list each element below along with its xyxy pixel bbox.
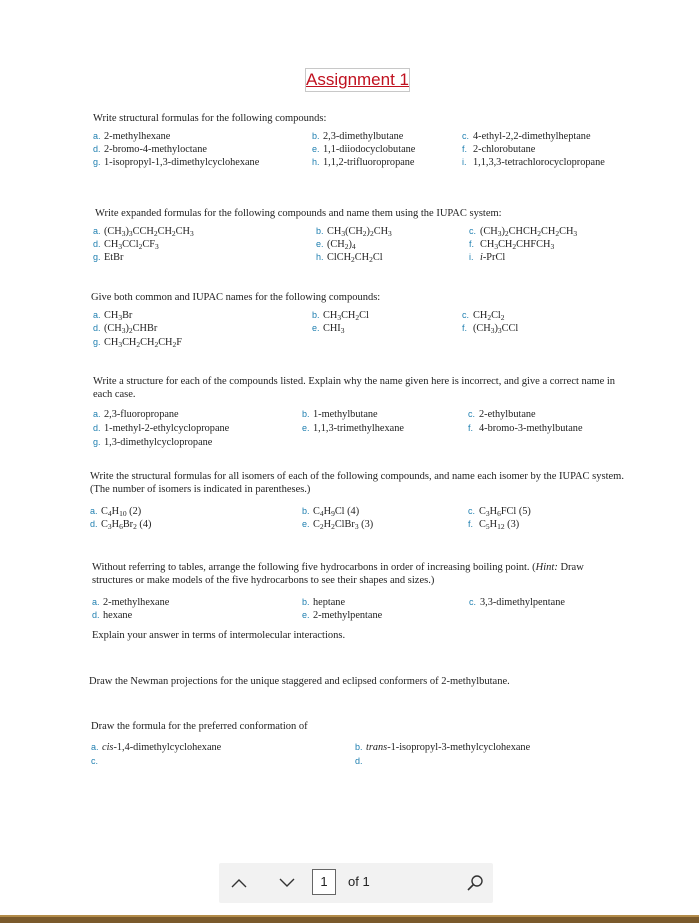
- item-letter: c.: [469, 597, 477, 607]
- item-letter: g.: [93, 437, 101, 447]
- list-item: [312, 156, 415, 169]
- item-letter: b.: [302, 409, 310, 419]
- list-item: [91, 755, 102, 768]
- item-text: $CH_3CH_2Cl$: [323, 310, 369, 322]
- item-letter: a.: [92, 597, 100, 607]
- list-item: [93, 309, 132, 322]
- list-item: [462, 156, 605, 169]
- question-4: Write a structure for each of the compounds listed. Explain why the name given here is incorrect, and give a correct name in each case.: [93, 376, 616, 400]
- item-letter: a.: [93, 409, 101, 419]
- list-item: [316, 225, 392, 238]
- item-text: $C_3H_6Br_2$ (4): [101, 519, 152, 531]
- item-text: $C_5H_{12}$ (3): [479, 519, 520, 531]
- list-item: [468, 518, 519, 531]
- item-text: 4-ethyl-2,2-dimethylheptane: [473, 131, 591, 142]
- item-text: 2-methylhexane: [103, 597, 170, 608]
- item-letter: a.: [90, 506, 98, 516]
- bottom-bar: [0, 915, 699, 923]
- item-text: $ClCH_2CH_2Cl$: [327, 252, 383, 264]
- item-text: hexane: [103, 610, 133, 621]
- item-text: 4-bromo-3-methylbutane: [479, 423, 583, 434]
- item-letter: c.: [462, 310, 470, 320]
- item-letter: g.: [93, 252, 101, 262]
- list-item: [312, 130, 403, 143]
- item-text: EtBr: [104, 252, 124, 263]
- list-item: [93, 436, 212, 449]
- list-item: [462, 143, 535, 156]
- item-text: $C_4H_9Cl$ (4): [313, 506, 360, 518]
- item-text: cis-1,4-dimethylcyclohexane: [102, 742, 222, 753]
- previous-page-button[interactable]: [227, 871, 251, 895]
- list-item: [93, 322, 157, 335]
- list-item: [93, 336, 182, 349]
- next-page-button[interactable]: [275, 871, 299, 895]
- item-letter: c.: [468, 506, 476, 516]
- item-text: $CHI_3$: [323, 323, 345, 335]
- list-item: [93, 225, 194, 238]
- list-item: [462, 322, 518, 335]
- item-text: 2-bromo-4-methyloctane: [104, 144, 207, 155]
- chevron-up-icon: [231, 878, 247, 888]
- item-text: 2-ethylbutane: [479, 409, 536, 420]
- list-item: [312, 322, 344, 335]
- list-item: [93, 238, 159, 251]
- list-item: [302, 505, 359, 518]
- list-item: [91, 741, 221, 754]
- item-letter: g.: [93, 337, 101, 347]
- item-text: trans-1-isopropyl-3-methylcyclohexane: [366, 742, 531, 753]
- item-text: $CH_3CH_2CH_2CH_2F$: [104, 337, 182, 349]
- item-letter: b.: [316, 226, 324, 236]
- item-letter: b.: [355, 742, 363, 752]
- item-text: $CH_2Cl_2$: [473, 310, 505, 322]
- list-item: [469, 251, 505, 264]
- item-letter: d.: [90, 519, 98, 529]
- item-text: $(CH_3)_2CHCH_2CH_2CH_3$: [480, 226, 578, 238]
- item-text: $CH_3CCl_2CF_3$: [104, 239, 159, 251]
- list-item: [312, 143, 415, 156]
- list-item: [93, 422, 229, 435]
- item-text: $CH_3Br$: [104, 310, 133, 322]
- item-text: 3,3-dimethylpentane: [480, 597, 565, 608]
- list-item: [316, 251, 383, 264]
- page-count-label: of 1: [348, 874, 370, 889]
- list-item: [469, 225, 577, 238]
- item-text: 2,3-dimethylbutane: [323, 131, 404, 142]
- list-item: [468, 505, 531, 518]
- item-text: 1,1,3,3-tetrachlorocyclopropane: [473, 157, 605, 168]
- list-item: [469, 596, 565, 609]
- item-text: 2-chlorobutane: [473, 144, 536, 155]
- item-letter: g.: [93, 157, 101, 167]
- list-item: [355, 741, 530, 754]
- pdf-pager-toolbar: [219, 863, 493, 903]
- item-letter: d.: [93, 423, 101, 433]
- list-item: [302, 422, 404, 435]
- item-letter: i.: [462, 157, 467, 167]
- list-item: [462, 309, 505, 322]
- item-text: 2-methylpentane: [313, 610, 383, 621]
- list-item: [468, 408, 536, 421]
- item-letter: c.: [462, 131, 470, 141]
- list-item: [92, 596, 169, 609]
- question-6-followup: Explain your answer in terms of intermolecular interactions.: [92, 630, 346, 641]
- item-letter: d.: [93, 239, 101, 249]
- list-item: [302, 518, 373, 531]
- list-item: [302, 596, 345, 609]
- item-text: heptane: [313, 597, 346, 608]
- item-text: $C_3H_6FCl$ (5): [479, 506, 531, 518]
- item-letter: e.: [302, 519, 310, 529]
- item-text: $C_4H_{10}$ (2): [101, 506, 142, 518]
- item-text: $CH_3CH_2CHFCH_3$: [480, 239, 555, 251]
- item-text: 1,1-diiodocyclobutane: [323, 144, 416, 155]
- question-1: Write structural formulas for the following compounds:: [93, 113, 327, 124]
- item-text: 2,3-fluoropropane: [104, 409, 179, 420]
- item-text: 2-methylhexane: [104, 131, 171, 142]
- list-item: [93, 156, 259, 169]
- list-item: [462, 130, 591, 143]
- item-letter: a.: [91, 742, 99, 752]
- item-text: i-PrCl: [480, 252, 506, 263]
- item-letter: f.: [462, 144, 468, 154]
- page-number-input[interactable]: 1: [312, 869, 336, 895]
- item-letter: d.: [93, 144, 101, 154]
- list-item: [93, 143, 207, 156]
- item-letter: c.: [469, 226, 477, 236]
- list-item: [302, 408, 378, 421]
- item-letter: f.: [468, 423, 474, 433]
- item-text: $(CH_2)_4$: [327, 239, 356, 251]
- item-letter: c.: [91, 756, 99, 766]
- item-letter: e.: [302, 423, 310, 433]
- assignment-title: Assignment 1: [305, 68, 410, 92]
- item-letter: h.: [316, 252, 324, 262]
- question-3: Give both common and IUPAC names for the following compounds:: [91, 292, 381, 303]
- item-letter: e.: [316, 239, 324, 249]
- item-letter: e.: [302, 610, 310, 620]
- item-text: 1,1,2-trifluoropropane: [323, 157, 415, 168]
- item-text: 1,1,3-trimethylhexane: [313, 423, 404, 434]
- item-text: 1-isopropyl-1,3-dimethylcyclohexane: [104, 157, 260, 168]
- item-letter: d.: [355, 756, 363, 766]
- item-text: 1-methylbutane: [313, 409, 378, 420]
- item-text: $(CH_3)_3CCl$: [473, 323, 519, 335]
- item-letter: c.: [468, 409, 476, 419]
- item-letter: d.: [92, 610, 100, 620]
- item-letter: i.: [469, 252, 474, 262]
- item-text: 1-methyl-2-ethylcyclopropane: [104, 423, 230, 434]
- item-text: $C_2H_2ClBr_3$ (3): [313, 519, 374, 531]
- list-item: [92, 609, 132, 622]
- search-icon: [466, 874, 484, 892]
- item-text: $(CH_3)_2CHBr$: [104, 323, 158, 335]
- list-item: [469, 238, 554, 251]
- item-text: 1,3-dimethylcyclopropane: [104, 437, 213, 448]
- list-item: [316, 238, 356, 251]
- item-letter: e.: [312, 323, 320, 333]
- item-text: $CH_3(CH_2)_2CH_3$: [327, 226, 392, 238]
- list-item: [90, 505, 141, 518]
- search-button[interactable]: [463, 871, 487, 895]
- list-item: [90, 518, 151, 531]
- item-letter: b.: [302, 597, 310, 607]
- item-letter: b.: [312, 131, 320, 141]
- question-7: Draw the Newman projections for the unique staggered and eclipsed conformers of 2-methylbutane.: [89, 676, 510, 687]
- item-letter: a.: [93, 226, 101, 236]
- item-letter: f.: [468, 519, 474, 529]
- list-item: [468, 422, 583, 435]
- item-text: $(CH_3)_3CCH_2CH_2CH_3$: [104, 226, 194, 238]
- item-letter: b.: [302, 506, 310, 516]
- item-letter: f.: [469, 239, 475, 249]
- item-letter: a.: [93, 310, 101, 320]
- list-item: [93, 130, 170, 143]
- chevron-down-icon: [279, 878, 295, 888]
- item-letter: b.: [312, 310, 320, 320]
- item-letter: d.: [93, 323, 101, 333]
- item-letter: f.: [462, 323, 468, 333]
- list-item: [93, 251, 123, 264]
- question-2: Write expanded formulas for the following compounds and name them using the IUPAC system:: [95, 208, 502, 219]
- item-letter: e.: [312, 144, 320, 154]
- question-8: Draw the formula for the preferred conformation of: [91, 721, 308, 732]
- item-letter: a.: [93, 131, 101, 141]
- list-item: [93, 408, 179, 421]
- item-letter: h.: [312, 157, 320, 167]
- list-item: [312, 309, 369, 322]
- question-6: Without referring to tables, arrange the following five hydrocarbons in order of increasing boiling point. (Hint: Draw structures or make models of the five hydrocarbons to see their shapes and sizes.): [92, 562, 584, 586]
- list-item: [355, 755, 366, 768]
- list-item: [302, 609, 382, 622]
- question-5: Write the structural formulas for all isomers of each of the following compounds, and name each isomer by the IUPAC system. (The number of isomers is indicated in parentheses.): [90, 471, 624, 495]
